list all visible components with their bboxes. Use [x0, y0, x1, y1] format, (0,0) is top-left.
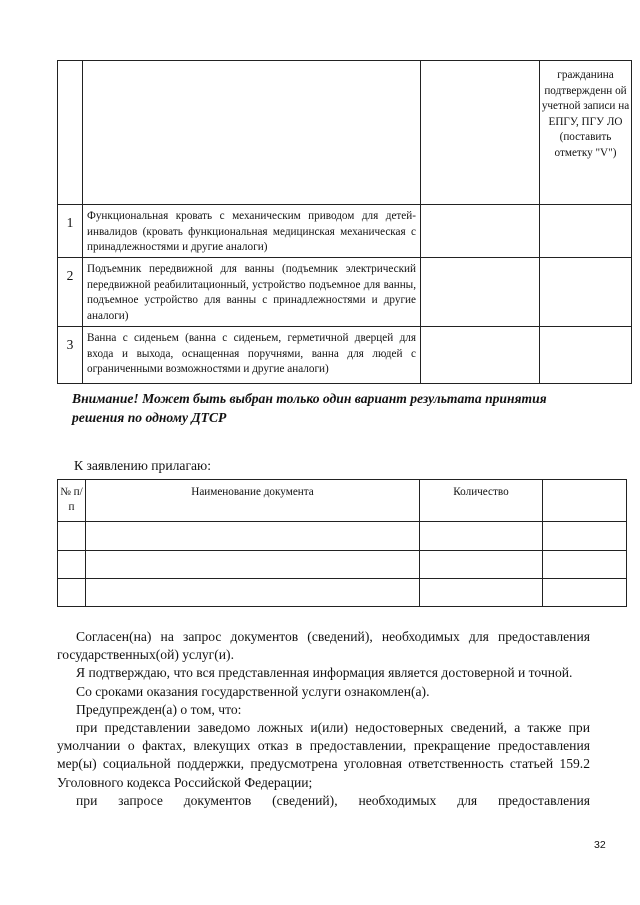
enclosure-cell[interactable]: [543, 522, 627, 551]
enclosure-row: [58, 551, 627, 579]
enclosure-row: [58, 522, 627, 551]
liability-paragraph: при представлении заведомо ложных и(или) недостоверных сведений, а также при умолчании о фактах, влекущих отказ в предоставлении, прекращение предоставления мер(ы) социальной поддержки, предусмотрена уголовная ответственность статьей 159.2 Уголовного кодекса Российской Федерации;: [57, 720, 590, 790]
header-num: № п/п: [58, 480, 86, 522]
header-document-name: Наименование документа: [86, 480, 420, 522]
page-number: 32: [594, 839, 606, 851]
enclosure-table: [57, 479, 627, 607]
mark-cell[interactable]: [421, 327, 540, 384]
table-row: [58, 205, 632, 258]
confirmation-mark-header: гражданина подтвержденн ой учетной записи на ЕПГУ, ПГУ ЛО (поставить отметку "V"): [540, 61, 632, 205]
mark-cell[interactable]: [540, 205, 632, 258]
table-cell: [83, 61, 421, 205]
confirmation-paragraph: Я подтверждаю, что вся представленная информация является достоверной и точной.: [76, 665, 573, 681]
device-description: Подъемник передвижной для ванны (подъемник электрический передвижной реабилитационный, устройство подъемное для ванны, подъемное устройство для ванны с принадлежностями и другие аналоги): [83, 258, 421, 327]
consent-text: [57, 628, 590, 810]
warning-note: Внимание! Может быть выбран только один вариант результата принятия решения по одному ДТСР: [72, 391, 547, 425]
enclosure-cell[interactable]: [420, 551, 543, 579]
enclosure-cell[interactable]: [420, 522, 543, 551]
enclosure-cell[interactable]: [86, 551, 420, 579]
mark-cell[interactable]: [421, 258, 540, 327]
dtsr-table: [57, 60, 632, 384]
enclosure-row: [58, 579, 627, 607]
consent-paragraph: Согласен(на) на запрос документов (сведений), необходимых для предоставления государственных(ой) услуг(и).: [57, 629, 590, 663]
enclosure-cell[interactable]: [58, 579, 86, 607]
header-quantity: Количество: [420, 480, 543, 522]
device-description: Функциональная кровать с механическим приводом для детей-инвалидов (кровать функциональная медицинская механическая с принадлежностями и другие аналоги): [83, 205, 421, 258]
device-description: Ванна с сиденьем (ванна с сиденьем, герметичной дверцей для входа и выхода, оснащенная поручнями, ванна для людей с ограниченными возможностями и другие аналоги): [83, 327, 421, 384]
enclosure-header-row: [58, 480, 627, 522]
request-paragraph: при запросе документов (сведений), необходимых для предоставления: [76, 792, 590, 808]
table-row: [58, 327, 632, 384]
table-cell: [543, 480, 627, 522]
mark-cell[interactable]: [540, 258, 632, 327]
enclosure-cell[interactable]: [58, 522, 86, 551]
warned-paragraph: Предупрежден(а) о том, что:: [76, 701, 242, 717]
enclosure-title: К заявлению прилагаю:: [74, 458, 211, 473]
table-row: [58, 258, 632, 327]
enclosure-cell[interactable]: [58, 551, 86, 579]
table-header-row: [58, 61, 632, 205]
row-number: 1: [58, 205, 83, 258]
enclosure-cell[interactable]: [86, 522, 420, 551]
table-cell: [421, 61, 540, 205]
enclosure-cell[interactable]: [420, 579, 543, 607]
terms-paragraph: Со сроками оказания государственной услуги ознакомлен(а).: [76, 683, 430, 699]
table-cell: [58, 61, 83, 205]
row-number: 2: [58, 258, 83, 327]
mark-cell[interactable]: [421, 205, 540, 258]
enclosure-cell[interactable]: [86, 579, 420, 607]
row-number: 3: [58, 327, 83, 384]
enclosure-cell[interactable]: [543, 579, 627, 607]
enclosure-cell[interactable]: [543, 551, 627, 579]
mark-cell[interactable]: [540, 327, 632, 384]
